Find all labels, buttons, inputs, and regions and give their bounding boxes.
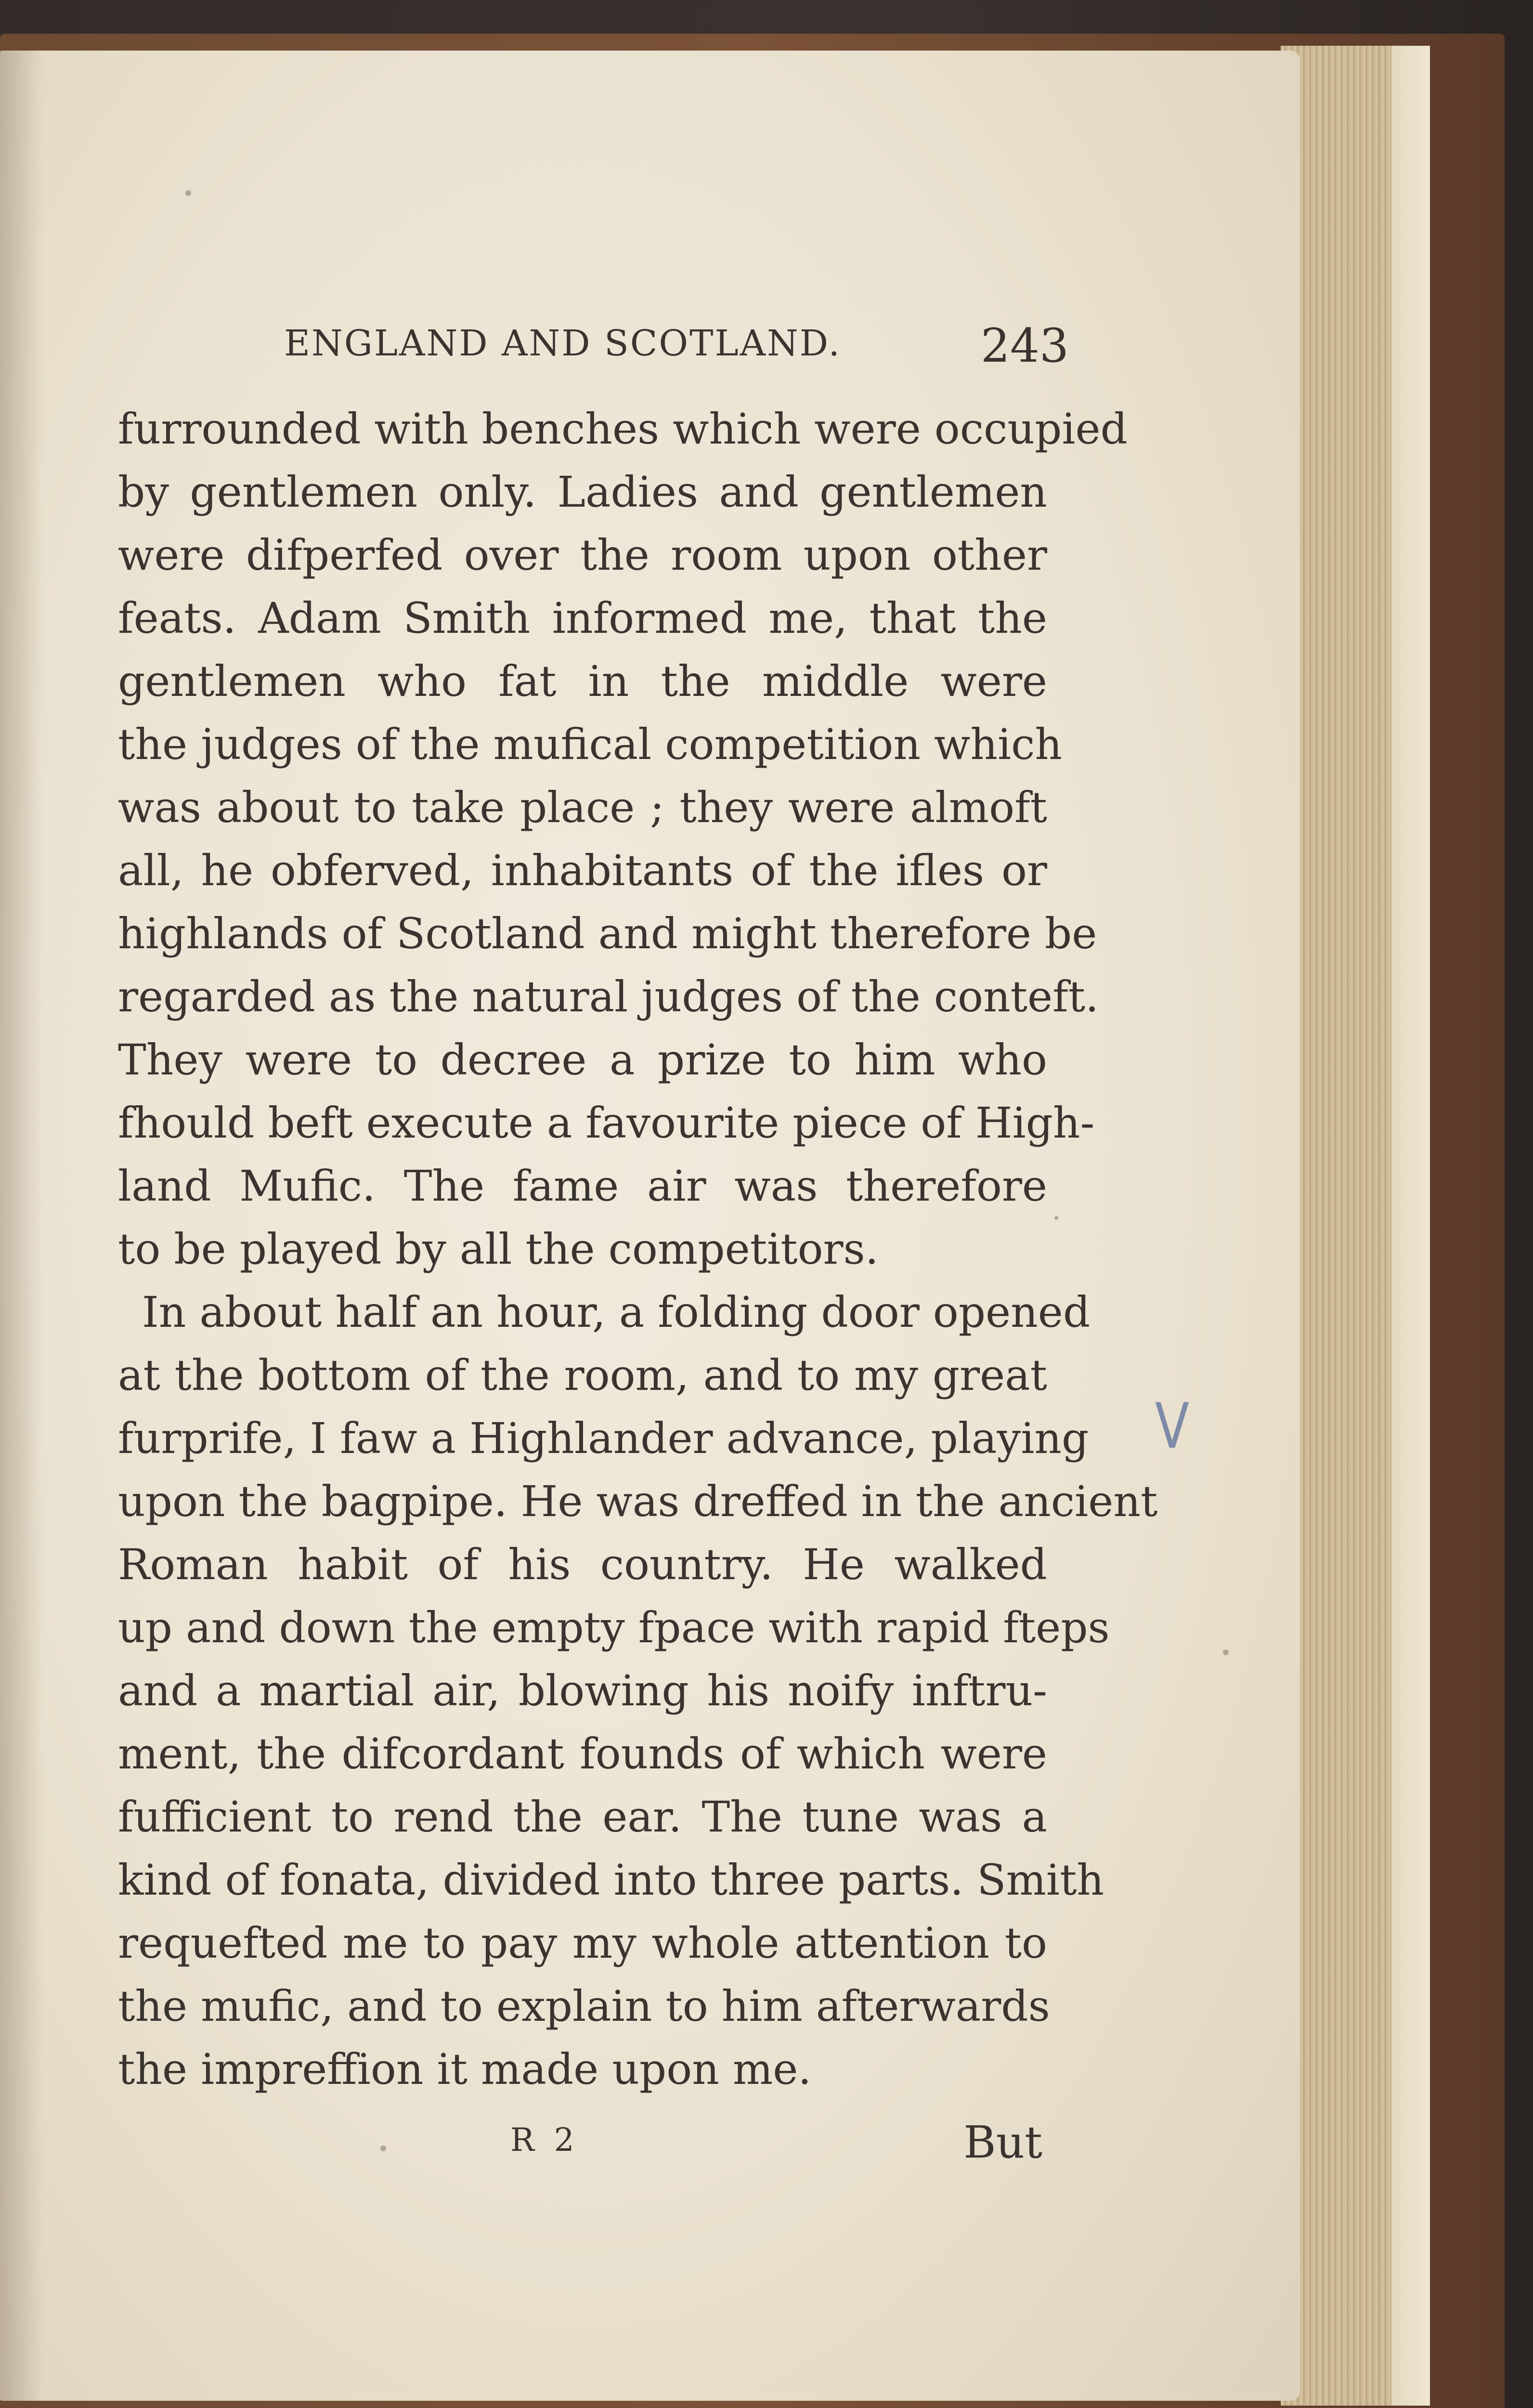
- text-line: the mufic, and to explain to him afterwards: [118, 1981, 1050, 2031]
- text-line: They were to decree a prize to him who: [118, 1035, 1047, 1085]
- text-line: by gentlemen only. Ladies and gentlemen: [118, 467, 1047, 517]
- page-number: 243: [980, 319, 1069, 373]
- text-line: to be played by all the competitors.: [118, 1224, 879, 1274]
- page-header: [284, 319, 1069, 376]
- text-line: all, he obferved, inhabitants of the ifles or: [118, 846, 1047, 895]
- paper-speck: [185, 190, 191, 196]
- paper-speck: [1054, 1216, 1058, 1220]
- text-line: at the bottom of the room, and to my great: [118, 1350, 1047, 1400]
- text-line: gentlemen who fat in the middle were: [118, 656, 1047, 706]
- book-page: [0, 51, 1300, 2401]
- text-line: furrounded with benches which were occupied: [118, 404, 1128, 454]
- text-line: furprife, I faw a Highlander advance, playing: [118, 1413, 1089, 1463]
- page-body: [118, 397, 1158, 2101]
- paper-speck: [380, 2146, 386, 2151]
- pencil-margin-mark: V: [1155, 1389, 1190, 1463]
- paper-speck: [1223, 1649, 1229, 1655]
- text-line: kind of fonata, divided into three parts. Smith: [118, 1855, 1104, 1905]
- text-line: the judges of the mufical competition which: [118, 720, 1063, 769]
- page-footer: [118, 2117, 1047, 2174]
- running-head: ENGLAND AND SCOTLAND.: [284, 323, 841, 364]
- text-line: ment, the difcordant founds of which were: [118, 1729, 1047, 1779]
- text-line: up and down the empty fpace with rapid fteps: [118, 1603, 1110, 1652]
- catchword: But: [963, 2117, 1042, 2168]
- text-line: upon the bagpipe. He was dreffed in the ancient: [118, 1477, 1158, 1526]
- text-line: Roman habit of his country. He walked: [118, 1540, 1047, 1589]
- signature-mark: R 2: [510, 2121, 579, 2159]
- text-line: was about to take place ; they were almoft: [118, 783, 1047, 832]
- text-line: and a martial air, blowing his noify inftru-: [118, 1666, 1047, 1715]
- text-line: highlands of Scotland and might therefore be: [118, 909, 1097, 958]
- text-line: land Mufic. The fame air was therefore: [118, 1161, 1047, 1211]
- text-line: fhould beft execute a favourite piece of High-: [118, 1098, 1095, 1148]
- text-line: were difperfed over the room upon other: [118, 530, 1047, 580]
- text-line: regarded as the natural judges of the conteft.: [118, 972, 1099, 1021]
- page-fore-edge: [1281, 46, 1430, 2406]
- text-line: the impreffion it made upon me.: [118, 2044, 812, 2094]
- text-line: requefted me to pay my whole attention to: [118, 1918, 1047, 1968]
- text-line: fufficient to rend the ear. The tune was a: [118, 1792, 1047, 1842]
- text-line: feats. Adam Smith informed me, that the: [118, 593, 1047, 643]
- text-line: In about half an hour, a folding door opened: [142, 1287, 1091, 1337]
